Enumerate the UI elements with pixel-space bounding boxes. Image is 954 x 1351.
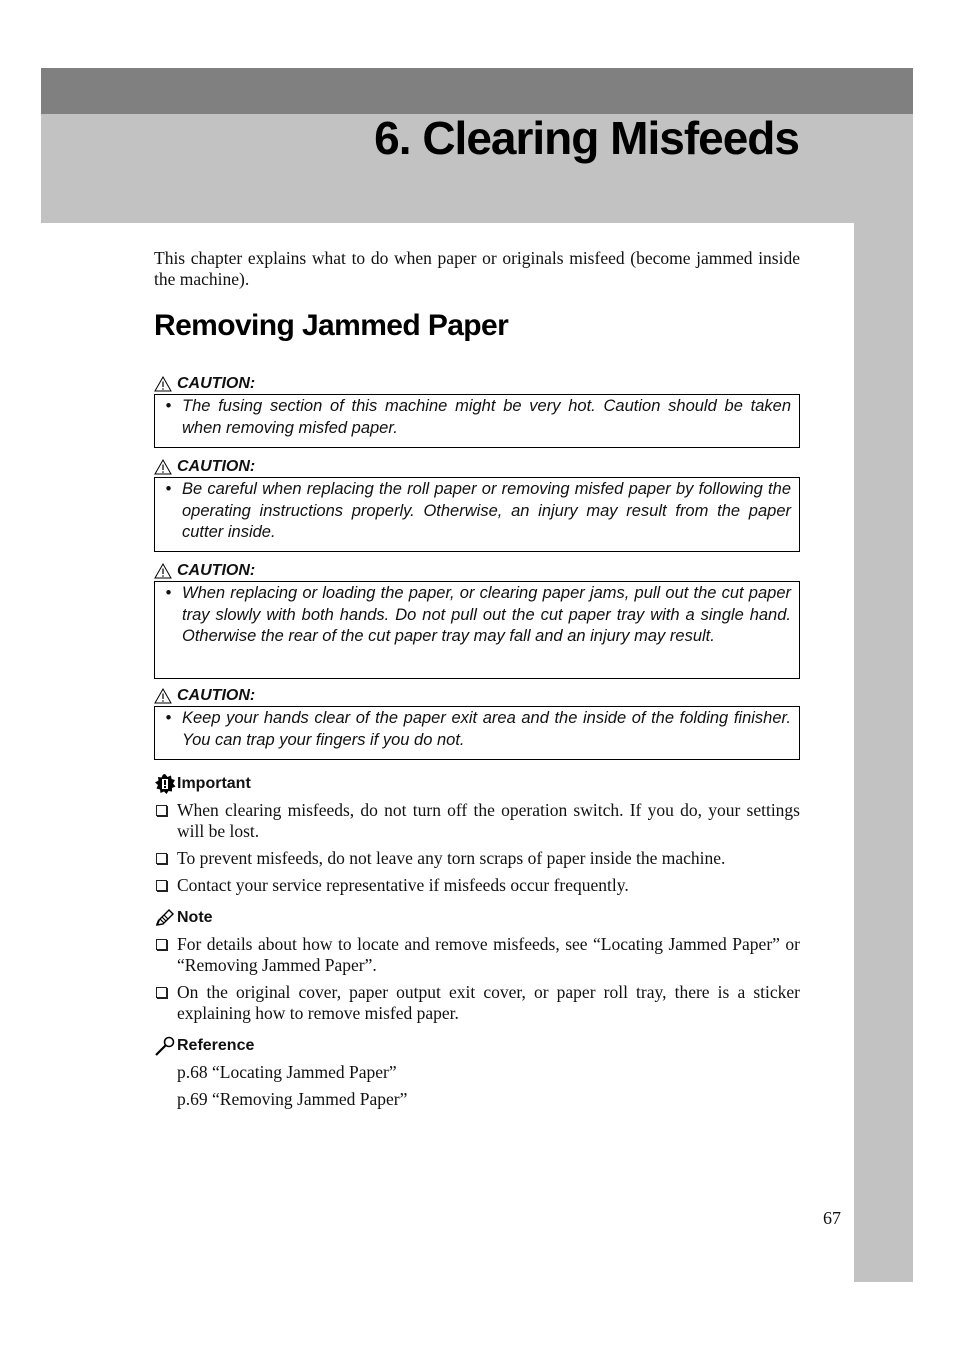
- important-block: [154, 774, 800, 896]
- caution-text: Keep your hands clear of the paper exit area and the inside of the folding finisher. You can trap your fingers if you do not.: [182, 709, 791, 749]
- caution-text: When replacing or loading the paper, or clearing paper jams, pull out the cut paper tray slowly with both hands. Do not pull out the cut paper tray with a single hand. Otherwise the rear of the cut paper tray may fall and an injury may result.: [182, 584, 791, 645]
- list-item-text: To prevent misfeeds, do not leave any torn scraps of paper inside the machine.: [177, 848, 726, 868]
- page-content: [154, 248, 800, 1110]
- bullet: •: [165, 480, 172, 498]
- caution-block: [154, 458, 800, 552]
- list-item: [154, 848, 800, 869]
- reference-label: Reference: [177, 1037, 255, 1054]
- checkbox-bullet-icon: [154, 934, 177, 976]
- caution-box: [154, 706, 800, 760]
- header-band-dark: [41, 68, 913, 114]
- caution-label: CAUTION:: [177, 375, 256, 392]
- warning-triangle-icon: [154, 688, 172, 704]
- list-item: [154, 875, 800, 896]
- caution-label: CAUTION:: [177, 562, 256, 579]
- checkbox-bullet-icon: [154, 800, 177, 842]
- note-block: [154, 908, 800, 1024]
- caution-text: Be careful when replacing the roll paper or removing misfed paper by following the operating instructions properly. Otherwise, an injury may result from the paper cutter inside.: [182, 480, 791, 541]
- list-item-text: Contact your service representative if misfeeds occur frequently.: [177, 875, 629, 895]
- caution-box: [154, 394, 800, 448]
- list-item: [154, 934, 800, 976]
- magnifier-icon: [154, 1036, 176, 1056]
- caution-box: [154, 581, 800, 679]
- warning-triangle-icon: [154, 563, 172, 579]
- list-item: [154, 982, 800, 1024]
- caution-block: [154, 375, 800, 448]
- side-thumb-strip: [854, 223, 913, 1282]
- checkbox-bullet-icon: [154, 848, 177, 869]
- list-item-text: For details about how to locate and remove misfeeds, see “Locating Jammed Paper” or “Removing Jammed Paper”.: [177, 934, 800, 975]
- page-number: 67: [823, 1208, 841, 1228]
- section-title: Removing Jammed Paper: [154, 309, 509, 342]
- caution-block: [154, 562, 800, 679]
- caution-block: [154, 687, 800, 760]
- reference-block: [154, 1036, 800, 1110]
- list-item: [154, 800, 800, 842]
- checkbox-bullet-icon: [154, 875, 177, 896]
- caution-text: The fusing section of this machine might be very hot. Caution should be taken when removing misfed paper.: [182, 397, 791, 437]
- list-item-text: On the original cover, paper output exit cover, or paper roll tray, there is a sticker explaining how to remove misfed paper.: [177, 982, 800, 1023]
- checkbox-bullet-icon: [154, 982, 177, 1024]
- pencil-icon: [154, 908, 176, 928]
- warning-triangle-icon: [154, 459, 172, 475]
- caution-label: CAUTION:: [177, 687, 256, 704]
- bullet: •: [165, 397, 172, 415]
- intro-paragraph: This chapter explains what to do when paper or originals misfeed (become jammed inside the machine).: [154, 248, 800, 289]
- reference-link[interactable]: p.68 “Locating Jammed Paper”: [177, 1062, 397, 1082]
- list-item-text: When clearing misfeeds, do not turn off the operation switch. If you do, your settings will be lost.: [177, 800, 800, 841]
- caution-box: [154, 477, 800, 552]
- important-label: Important: [177, 775, 251, 792]
- bullet: •: [165, 709, 172, 727]
- note-label: Note: [177, 909, 213, 926]
- bullet: •: [165, 584, 172, 602]
- reference-link[interactable]: p.69 “Removing Jammed Paper”: [177, 1089, 408, 1109]
- important-icon: [154, 774, 176, 794]
- caution-label: CAUTION:: [177, 458, 256, 475]
- warning-triangle-icon: [154, 376, 172, 392]
- chapter-title: 6. Clearing Misfeeds: [374, 112, 799, 164]
